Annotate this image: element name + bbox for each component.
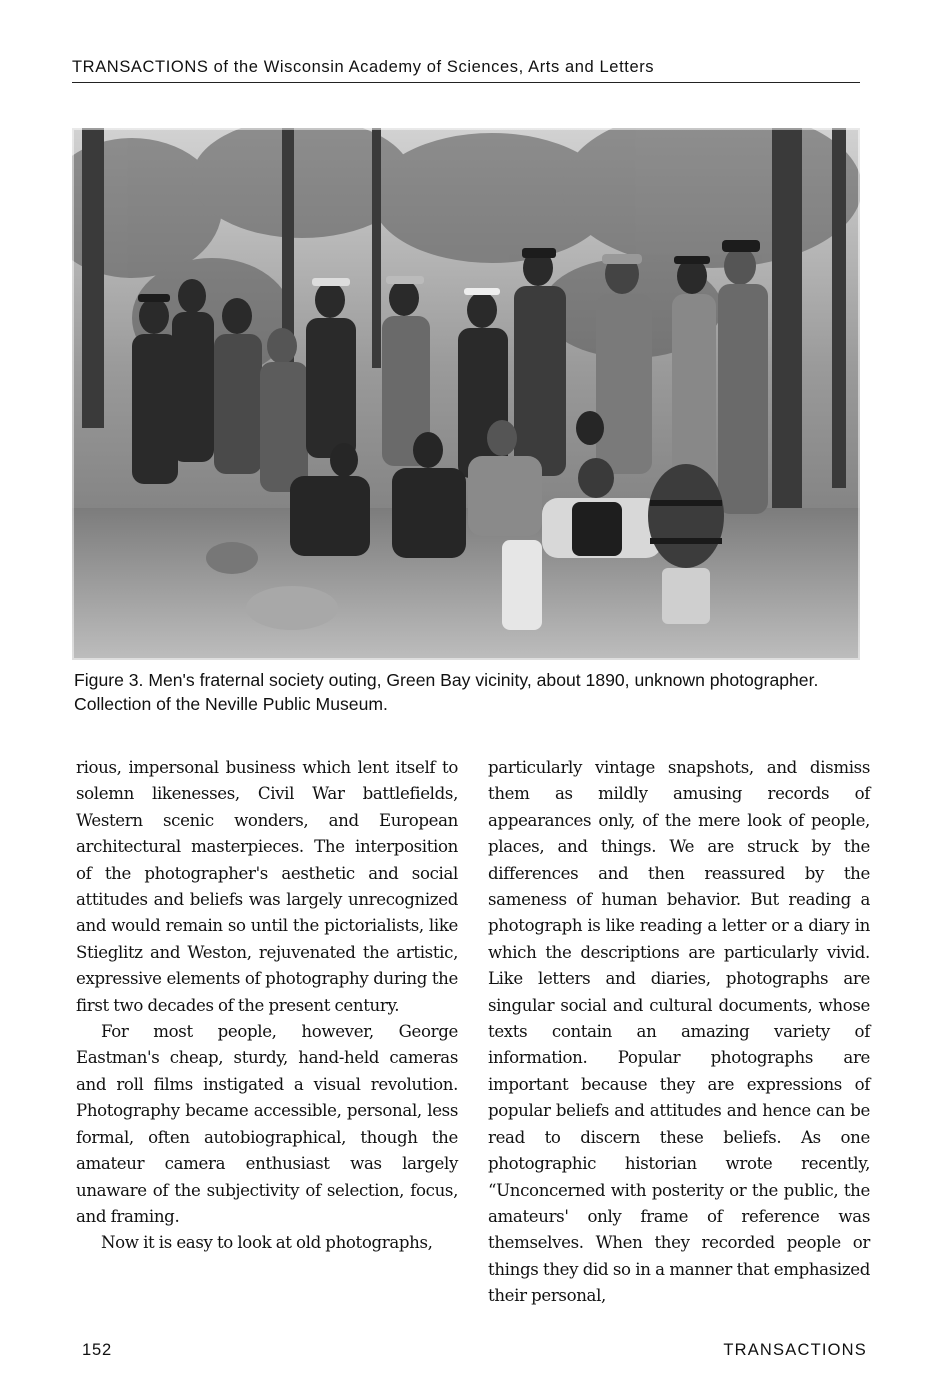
paragraph: Now it is easy to look at old photographs,: [101, 1233, 433, 1253]
figure-caption: Figure 3. Men's fraternal society outing, Green Bay vicinity, about 1890, unknown photographer. Collection of the Neville Public Museum.: [74, 670, 819, 714]
body-column-right: [488, 755, 870, 1310]
paragraph: particularly vintage snapshots, and dismiss them as mildly amusing records of appearances only, of the mere look of people, places, and things. We are struck by the differences and then reassured by the sameness of human behavior. But reading a photograph is like reading a letter or a diary in which the descriptions are particularly vivid. Like letters and diaries, photographs are singular social and cultural documents, whose texts contain an amazing variety of information. Popular photographs are important because they are expressions of popular beliefs and attitudes and hence can be read to discern these beliefs. As one photographic historian wrote recently, “Unconcerned with posterity or the public, the amateurs' only frame of reference was themselves. When they recorded people or things they did so in a manner that emphasized their personal,: [488, 758, 870, 1306]
page-number: 152: [82, 1341, 112, 1359]
footer-journal-title: TRANSACTIONS: [723, 1341, 867, 1359]
figure-photograph: [72, 128, 860, 660]
paragraph: rious, impersonal business which lent itself to solemn likenesses, Civil War battlefields, Western scenic wonders, and European architectural masterpieces. The interposition of the photographer's aesthetic and social attitudes and beliefs was largely unrecognized and would remain so until the pictorialists, like Stieglitz and Weston, rejuvenated the artistic, expressive elements of photography during the first two decades of the present century.: [76, 758, 458, 1015]
paragraph: For most people, however, George Eastman's cheap, sturdy, hand-held cameras and roll films instigated a visual revolution. Photography became accessible, personal, less formal, often autobiographical, though the amateur camera enthusiast was largely unaware of the subjectivity of selection, focus, and framing.: [76, 1022, 458, 1226]
body-column-left: [76, 755, 458, 1257]
running-head: TRANSACTIONS of the Wisconsin Academy of Sciences, Arts and Letters: [72, 58, 860, 83]
